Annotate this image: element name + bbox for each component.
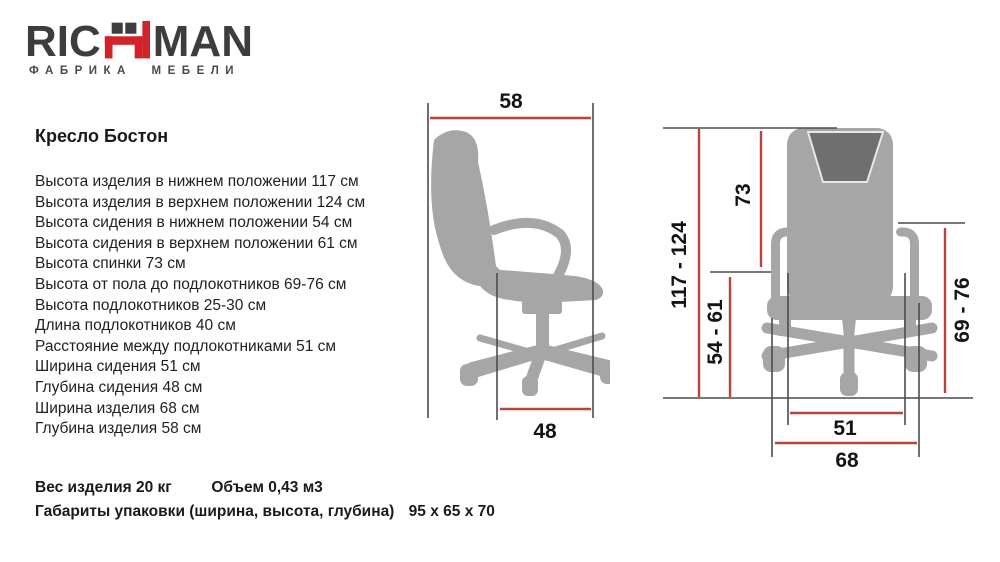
spec-line: Высота сидения в нижнем положении 54 см	[35, 214, 353, 232]
dim-label-seat-depth: 48	[533, 420, 557, 443]
spec-line: Длина подлокотников 40 см	[35, 317, 236, 335]
spec-list	[35, 172, 365, 440]
spec-line: Высота подлокотников 25-30 см	[35, 296, 267, 314]
spec-line: Высота изделия в нижнем положении 117 см	[35, 173, 359, 190]
package-value: 95 х 65 х 70	[408, 503, 495, 520]
spec-line: Высота изделия в верхнем положении 124 см	[35, 193, 366, 211]
dim-label-overall-height: 117 - 124	[668, 221, 691, 309]
dim-label-armrest-height: 69 - 76	[951, 277, 974, 343]
dim-label-seat-height: 54 - 61	[704, 299, 727, 365]
brand-wordmark	[25, 16, 295, 67]
brand-text-prefix: RIC	[25, 17, 101, 67]
brand-text-suffix: MAN	[152, 17, 253, 67]
weight-text: Вес изделия 20 кг	[35, 479, 172, 496]
brand-tagline: ФАБРИКА МЕБЕЛИ	[29, 65, 241, 77]
spec-line: Глубина изделия 58 см	[35, 420, 202, 438]
dim-label-top-width: 58	[499, 90, 523, 113]
chair-bench-logo-icon	[104, 16, 150, 60]
side-view-diagram	[410, 86, 610, 448]
product-title: Кресло Бостон	[35, 126, 169, 146]
spec-line: Высота спинки 73 см	[35, 255, 186, 273]
brand-logo	[25, 16, 295, 77]
chair-side-silhouette	[431, 130, 610, 396]
package-line	[35, 503, 495, 521]
dim-label-back-height: 73	[732, 183, 755, 207]
package-label: Габариты упаковки (ширина, высота, глубина)	[35, 503, 395, 520]
spec-line: Расстояние между подлокотниками 51 см	[35, 337, 337, 355]
dim-label-overall-width: 68	[835, 449, 859, 472]
dim-label-between-armrests: 51	[833, 417, 857, 440]
spec-line: Высота от пола до подлокотников 69-76 см	[35, 275, 347, 293]
volume-text: Объем 0,43 м3	[211, 479, 323, 496]
spec-line: Высота сидения в верхнем положении 61 см	[35, 234, 358, 252]
spec-line: Ширина сидения 51 см	[35, 358, 201, 376]
spec-line: Ширина изделия 68 см	[35, 399, 200, 417]
spec-line: Глубина сидения 48 см	[35, 378, 203, 396]
front-view-diagram	[655, 88, 990, 480]
weight-volume-line	[35, 479, 323, 497]
